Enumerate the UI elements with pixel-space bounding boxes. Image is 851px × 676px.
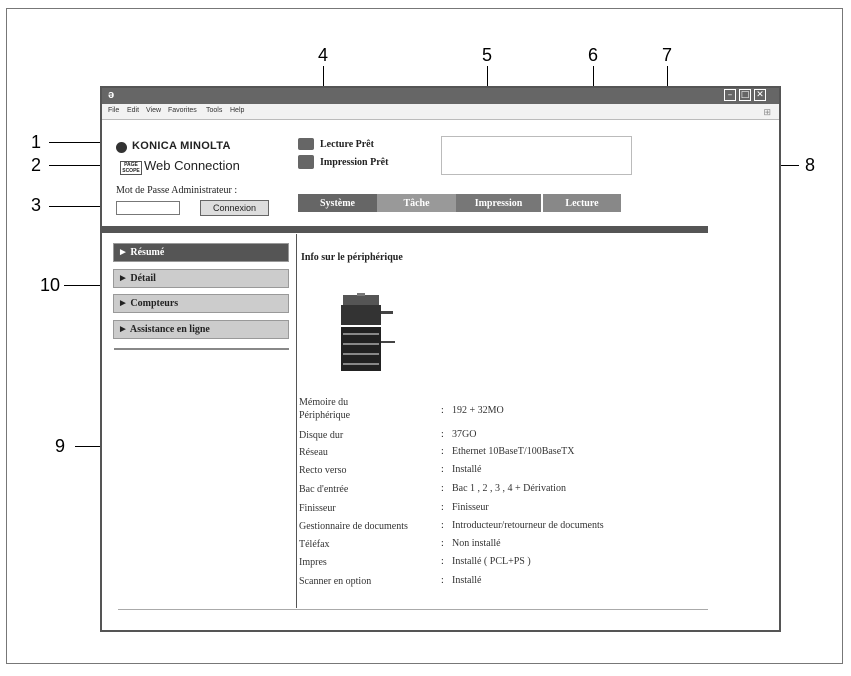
title-bar [102, 88, 779, 104]
footer-line [118, 609, 708, 610]
info-label: Réseau [299, 447, 328, 458]
info-separator: : [441, 429, 444, 440]
sidebar-item-resume[interactable]: ► Résumé [113, 243, 289, 262]
info-label: Téléfax [299, 539, 330, 550]
callout-5: 5 [482, 45, 493, 65]
menu-tools[interactable]: Tools [206, 107, 223, 114]
tab-tache[interactable]: Tâche [377, 194, 456, 212]
page-title: Info sur le périphérique [301, 252, 403, 263]
info-label: Finisseur [299, 503, 336, 514]
minimize-icon[interactable]: – [724, 89, 736, 101]
info-label: Gestionnaire de documents [299, 521, 408, 532]
info-separator: : [441, 556, 444, 567]
callout-7: 7 [662, 45, 673, 65]
info-separator: : [441, 446, 444, 457]
info-value: 37GO [452, 429, 477, 440]
info-label: Mémoire du Périphérique [299, 397, 351, 421]
menu-bar [102, 104, 779, 120]
info-value: Non installé [452, 538, 501, 549]
menu-view[interactable]: View [146, 107, 162, 114]
pagescope-icon: PAGE SCOPE [120, 161, 142, 175]
tab-impression[interactable]: Impression [456, 194, 541, 212]
info-value: Bac 1 , 2 , 3 , 4 + Dérivation [452, 483, 566, 494]
menu-file[interactable]: File [108, 107, 120, 114]
info-separator: : [441, 538, 444, 549]
menu-favorites[interactable]: Favorites [168, 107, 197, 114]
info-label: Scanner en option [299, 576, 372, 587]
admin-password-label: Mot de Passe Administrateur : [116, 185, 238, 196]
info-value: 192 + 32MO [452, 405, 504, 416]
scan-status: Lecture Prêt [320, 139, 374, 150]
info-label: Disque dur [299, 430, 344, 441]
info-separator: : [441, 575, 444, 586]
info-label: Impres [299, 557, 327, 568]
sidebar-item-assistance[interactable]: ► Assistance en ligne [113, 320, 289, 339]
info-separator: : [441, 502, 444, 513]
info-separator: : [441, 464, 444, 475]
callout-6: 6 [588, 45, 599, 65]
maximize-icon[interactable]: □ [740, 90, 750, 100]
content-divider [296, 234, 297, 608]
info-value: Ethernet 10BaseT/100BaseTX [452, 446, 575, 457]
callout-1: 1 [31, 132, 42, 152]
brand-logo: KONICA MINOLTA [132, 140, 231, 152]
sidebar-divider [114, 348, 289, 350]
info-label: Bac d'entrée [299, 484, 349, 495]
callout-3: 3 [31, 195, 42, 215]
browser-window [100, 86, 781, 632]
konica-minolta-logo-icon [116, 142, 127, 153]
sidebar-item-detail[interactable]: ► Détail [113, 269, 289, 288]
connexion-button[interactable]: Connexion [200, 200, 269, 216]
info-separator: : [441, 405, 444, 416]
printer-icon [298, 155, 314, 169]
info-value: Introducteur/retourneur de documents [452, 520, 604, 531]
product-name: Web Connection [144, 158, 240, 173]
header-divider-bar [102, 226, 708, 233]
callout-8: 8 [805, 155, 816, 175]
info-value: Installé [452, 464, 482, 475]
print-status: Impression Prêt [320, 157, 389, 168]
sidebar-item-compteurs[interactable]: ► Compteurs [113, 294, 289, 313]
callout-10: 10 [40, 275, 61, 295]
scanner-icon [298, 138, 314, 150]
info-label: Recto verso [299, 465, 347, 476]
menu-edit[interactable]: Edit [127, 107, 140, 114]
close-icon[interactable]: ✕ [754, 89, 766, 101]
info-value: Finisseur [452, 502, 489, 513]
windows-logo-icon: ⊞ [763, 107, 771, 117]
info-separator: : [441, 483, 444, 494]
callout-2: 2 [31, 155, 42, 175]
tab-systeme[interactable]: Système [298, 194, 377, 212]
callout-4: 4 [318, 45, 329, 65]
info-separator: : [441, 520, 444, 531]
callout-9: 9 [55, 436, 66, 456]
info-value: Installé [452, 575, 482, 586]
admin-password-input[interactable] [116, 201, 180, 215]
printer-image [337, 293, 397, 373]
info-value: Installé ( PCL+PS ) [452, 556, 531, 567]
tab-lecture[interactable]: Lecture [543, 194, 621, 212]
callout-2-line [49, 165, 106, 166]
message-area [441, 136, 632, 175]
window-icon: ə [108, 89, 115, 101]
menu-help[interactable]: Help [230, 107, 245, 114]
